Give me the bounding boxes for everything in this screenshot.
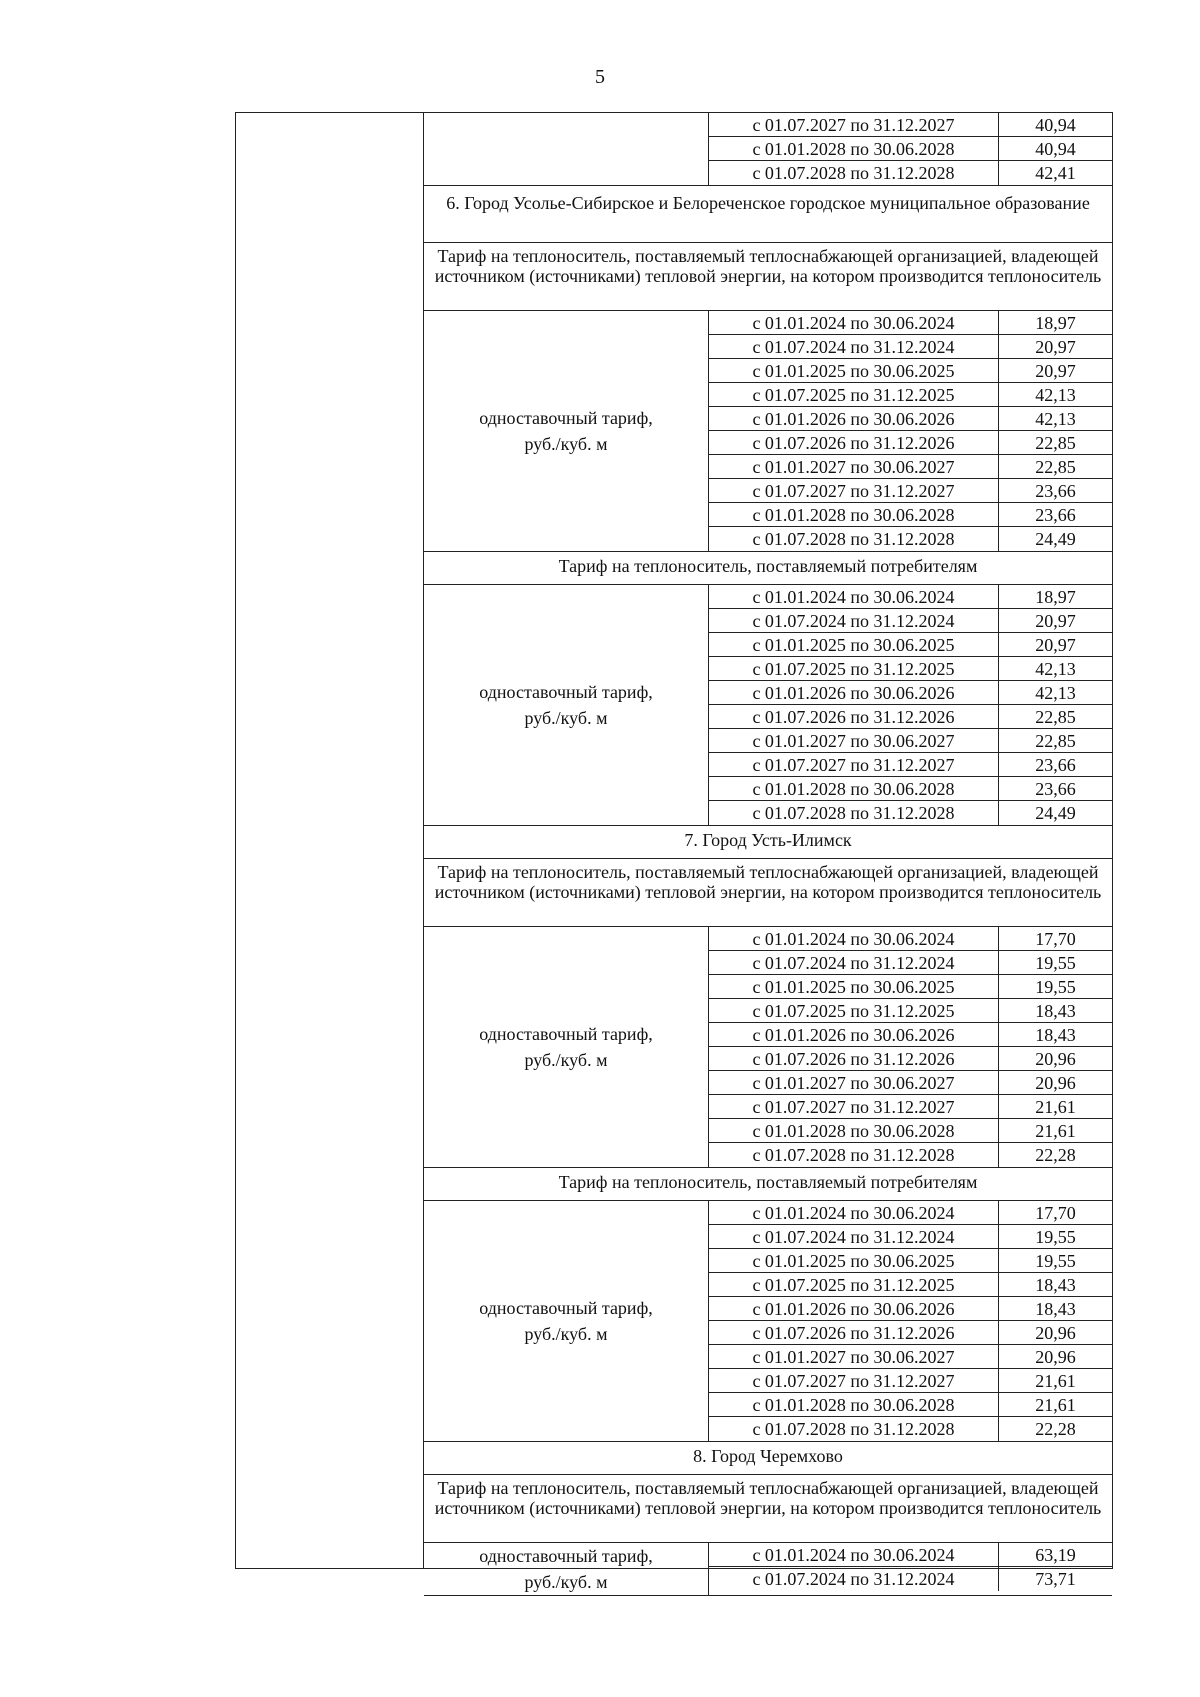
period-cell: с 01.07.2028 по 31.12.2028: [709, 1417, 999, 1441]
period-cell: с 01.01.2028 по 30.06.2028: [709, 1119, 999, 1142]
tariff-label-text: [479, 405, 652, 457]
value-cell: 22,85: [1035, 433, 1076, 453]
tariff-row: [709, 1393, 1112, 1417]
period-cell: с 01.01.2026 по 30.06.2026: [709, 407, 999, 430]
period-cell: с 01.07.2027 по 31.12.2027: [709, 1369, 999, 1392]
tariff-row: [709, 335, 1112, 359]
period-cell: с 01.01.2025 по 30.06.2025: [709, 359, 999, 382]
period-cell: с 01.07.2028 по 31.12.2028: [709, 801, 999, 825]
value-cell: 20,97: [1035, 361, 1076, 381]
value-cell: 18,43: [1035, 1001, 1076, 1021]
tariff-row: [709, 455, 1112, 479]
tariff-rows: [709, 1201, 1112, 1441]
tariff-group: [424, 311, 1112, 552]
section-title: 8. Город Черемхово: [424, 1442, 1112, 1475]
left-column: [236, 113, 424, 1568]
period-cell: с 01.07.2024 по 31.12.2024: [709, 1225, 999, 1248]
tariff-label-text: [479, 1295, 652, 1347]
value-cell: 22,85: [1035, 707, 1076, 727]
tariff-row: [709, 431, 1112, 455]
period-cell: с 01.01.2024 по 30.06.2024: [709, 1543, 999, 1566]
period-cell: с 01.07.2026 по 31.12.2026: [709, 705, 999, 728]
tariff-row: [709, 999, 1112, 1023]
period-cell: с 01.01.2024 по 30.06.2024: [709, 585, 999, 608]
tariff-row: [709, 137, 1112, 161]
top-rows: [709, 113, 1112, 185]
period-cell: с 01.07.2024 по 31.12.2024: [709, 951, 999, 974]
tariff-row: [709, 1095, 1112, 1119]
value-cell: 21,61: [1035, 1097, 1076, 1117]
period-cell: с 01.07.2025 по 31.12.2025: [709, 1273, 999, 1296]
period-cell: с 01.07.2025 по 31.12.2025: [709, 657, 999, 680]
tariff-row: [709, 1543, 1112, 1567]
tariff-row: [709, 1119, 1112, 1143]
period-cell: с 01.07.2028 по 31.12.2028: [709, 527, 999, 551]
tariff-type-label: [424, 311, 709, 551]
value-cell: 20,97: [1035, 635, 1076, 655]
value-cell: 21,61: [1035, 1371, 1076, 1391]
value-cell: 19,55: [1035, 977, 1076, 997]
tariff-row: [709, 705, 1112, 729]
value-cell: 23,66: [1035, 755, 1076, 775]
value-cell: 20,97: [1035, 337, 1076, 357]
tariff-type-label: [424, 585, 709, 825]
value-cell: 20,97: [1035, 611, 1076, 631]
value-cell: 22,28: [1035, 1145, 1076, 1165]
value-cell: 17,70: [1035, 1203, 1076, 1223]
value-cell: 20,96: [1035, 1323, 1076, 1343]
period-cell: с 01.01.2027 по 30.06.2027: [709, 1071, 999, 1094]
value-cell: 19,55: [1035, 953, 1076, 973]
value-cell: 18,97: [1035, 313, 1076, 333]
value-cell: 21,61: [1035, 1121, 1076, 1141]
tariff-heading: Тариф на теплоноситель, поставляемый потребителям: [424, 552, 1112, 585]
value-cell: 18,97: [1035, 587, 1076, 607]
value-cell: 22,85: [1035, 457, 1076, 477]
tariff-group: [424, 927, 1112, 1168]
period-cell: с 01.01.2024 по 30.06.2024: [709, 927, 999, 950]
tariff-type-line: одноставочный тариф,: [479, 1024, 653, 1044]
tariff-row: [709, 1023, 1112, 1047]
tariff-label-text: [479, 1543, 652, 1595]
tariff-row: [709, 407, 1112, 431]
period-cell: с 01.01.2025 по 30.06.2025: [709, 1249, 999, 1272]
tariff-row: [709, 1201, 1112, 1225]
tariff-row: [709, 503, 1112, 527]
tariff-type-label: [424, 1201, 709, 1441]
tariff-row: [709, 975, 1112, 999]
page-number: 5: [595, 66, 605, 88]
value-cell: 40,94: [1035, 139, 1076, 159]
period-cell: с 01.01.2028 по 30.06.2028: [709, 777, 999, 800]
value-cell: 19,55: [1035, 1227, 1076, 1247]
tariff-row: [709, 657, 1112, 681]
period-cell: с 01.07.2024 по 31.12.2024: [709, 1567, 999, 1591]
period-cell: с 01.07.2024 по 31.12.2024: [709, 609, 999, 632]
period-cell: с 01.07.2026 по 31.12.2026: [709, 1047, 999, 1070]
tariff-type-line: одноставочный тариф,: [479, 682, 653, 702]
value-cell: 18,43: [1035, 1299, 1076, 1319]
tariff-type-line: одноставочный тариф,: [479, 408, 653, 428]
value-cell: 20,96: [1035, 1073, 1076, 1093]
value-cell: 18,43: [1035, 1025, 1076, 1045]
value-cell: 24,49: [1035, 529, 1076, 549]
tariff-row: [709, 1143, 1112, 1167]
tariff-heading: Тариф на теплоноситель, поставляемый теплоснабжающей организацией, владеющей источником (источниками) тепловой энергии, на котором производится теплоноситель: [424, 1475, 1112, 1543]
tariff-group: [424, 585, 1112, 826]
tariff-unit-line: руб./куб. м: [524, 1050, 608, 1070]
tariff-row: [709, 113, 1112, 137]
tariff-row: [709, 633, 1112, 657]
period-cell: с 01.07.2027 по 31.12.2027: [709, 753, 999, 776]
value-cell: 23,66: [1035, 505, 1076, 525]
top-continuation: [424, 113, 1112, 186]
tariff-type-line: одноставочный тариф,: [479, 1546, 653, 1566]
tariff-row: [709, 359, 1112, 383]
period-cell: с 01.07.2028 по 31.12.2028: [709, 161, 999, 185]
period-cell: с 01.07.2025 по 31.12.2025: [709, 999, 999, 1022]
period-cell: с 01.01.2024 по 30.06.2024: [709, 311, 999, 334]
tariff-rows: [709, 585, 1112, 825]
tariff-label-text: [479, 1021, 652, 1073]
value-cell: 23,66: [1035, 779, 1076, 799]
period-cell: с 01.07.2025 по 31.12.2025: [709, 383, 999, 406]
value-cell: 40,94: [1035, 115, 1076, 135]
tariff-row: [709, 1417, 1112, 1441]
section-title: 6. Город Усолье-Сибирское и Белореченское городское муниципальное образование: [424, 186, 1112, 243]
value-cell: 17,70: [1035, 929, 1076, 949]
tariff-row: [709, 609, 1112, 633]
tariff-row: [709, 777, 1112, 801]
period-cell: с 01.01.2025 по 30.06.2025: [709, 633, 999, 656]
period-cell: с 01.01.2026 по 30.06.2026: [709, 1023, 999, 1046]
tariff-row: [709, 1567, 1112, 1591]
tariff-row: [709, 681, 1112, 705]
value-cell: 42,13: [1035, 409, 1076, 429]
tariff-unit-line: руб./куб. м: [524, 1572, 608, 1592]
tariff-row: [709, 729, 1112, 753]
tariff-row: [709, 1273, 1112, 1297]
value-cell: 42,13: [1035, 659, 1076, 679]
period-cell: с 01.01.2027 по 30.06.2027: [709, 729, 999, 752]
tariff-row: [709, 527, 1112, 551]
value-cell: 18,43: [1035, 1275, 1076, 1295]
period-cell: с 01.07.2028 по 31.12.2028: [709, 1143, 999, 1167]
value-cell: 23,66: [1035, 481, 1076, 501]
tariff-column: [424, 113, 1112, 1592]
value-cell: 42,41: [1035, 163, 1076, 183]
value-cell: 19,55: [1035, 1251, 1076, 1271]
period-cell: с 01.07.2026 по 31.12.2026: [709, 431, 999, 454]
tariff-heading: Тариф на теплоноситель, поставляемый теплоснабжающей организацией, владеющей источником (источниками) тепловой энергии, на котором производится теплоноситель: [424, 859, 1112, 927]
tariff-row: [709, 383, 1112, 407]
tariff-row: [709, 1047, 1112, 1071]
tariff-row: [709, 753, 1112, 777]
value-cell: 21,61: [1035, 1395, 1076, 1415]
period-cell: с 01.01.2027 по 30.06.2027: [709, 455, 999, 478]
tariff-row: [709, 927, 1112, 951]
period-cell: с 01.07.2026 по 31.12.2026: [709, 1321, 999, 1344]
period-cell: с 01.07.2027 по 31.12.2027: [709, 479, 999, 502]
tariff-unit-line: руб./куб. м: [524, 1324, 608, 1344]
period-cell: с 01.01.2028 по 30.06.2028: [709, 1393, 999, 1416]
tariff-group: [424, 1201, 1112, 1442]
tariff-row: [709, 1369, 1112, 1393]
value-cell: 20,96: [1035, 1347, 1076, 1367]
value-cell: 42,13: [1035, 385, 1076, 405]
value-cell: 63,19: [1035, 1545, 1076, 1565]
tariff-rows: [709, 311, 1112, 551]
value-cell: 22,85: [1035, 731, 1076, 751]
tariff-table: [235, 112, 1113, 1592]
tariff-rows: [709, 927, 1112, 1167]
tariff-row: [709, 311, 1112, 335]
tariff-heading: Тариф на теплоноситель, поставляемый потребителям: [424, 1168, 1112, 1201]
period-cell: с 01.01.2025 по 30.06.2025: [709, 975, 999, 998]
tariff-row: [709, 1225, 1112, 1249]
period-cell: с 01.01.2028 по 30.06.2028: [709, 503, 999, 526]
tariff-row: [709, 1297, 1112, 1321]
value-cell: 73,71: [1035, 1569, 1076, 1589]
tariff-row: [709, 951, 1112, 975]
tariff-row: [709, 161, 1112, 185]
period-cell: с 01.01.2026 по 30.06.2026: [709, 681, 999, 704]
period-cell: с 01.07.2027 по 31.12.2027: [709, 113, 999, 136]
tariff-row: [709, 479, 1112, 503]
tariff-type-label: [424, 927, 709, 1167]
period-cell: с 01.01.2026 по 30.06.2026: [709, 1297, 999, 1320]
value-cell: 24,49: [1035, 803, 1076, 823]
tariff-label-text: [479, 679, 652, 731]
value-cell: 42,13: [1035, 683, 1076, 703]
period-cell: с 01.07.2027 по 31.12.2027: [709, 1095, 999, 1118]
period-cell: с 01.01.2028 по 30.06.2028: [709, 137, 999, 160]
tariff-row: [709, 1071, 1112, 1095]
value-cell: 20,96: [1035, 1049, 1076, 1069]
tariff-heading: Тариф на теплоноситель, поставляемый теплоснабжающей организацией, владеющей источником (источниками) тепловой энергии, на котором производится теплоноситель: [424, 243, 1112, 311]
tariff-row: [709, 585, 1112, 609]
tariff-row: [709, 1345, 1112, 1369]
value-cell: 22,28: [1035, 1419, 1076, 1439]
tariff-row: [709, 801, 1112, 825]
tariff-type-line: одноставочный тариф,: [479, 1298, 653, 1318]
tariff-rows: [709, 1543, 1112, 1595]
tariff-type-label: [424, 1543, 709, 1595]
section-title: 7. Город Усть-Илимск: [424, 826, 1112, 859]
period-cell: с 01.07.2024 по 31.12.2024: [709, 335, 999, 358]
tariff-unit-line: руб./куб. м: [524, 434, 608, 454]
tariff-row: [709, 1249, 1112, 1273]
period-cell: с 01.01.2024 по 30.06.2024: [709, 1201, 999, 1224]
tariff-row: [709, 1321, 1112, 1345]
period-cell: с 01.01.2027 по 30.06.2027: [709, 1345, 999, 1368]
tariff-group: [424, 1543, 1112, 1596]
continuation-label-cell: [424, 113, 709, 185]
tariff-unit-line: руб./куб. м: [524, 708, 608, 728]
